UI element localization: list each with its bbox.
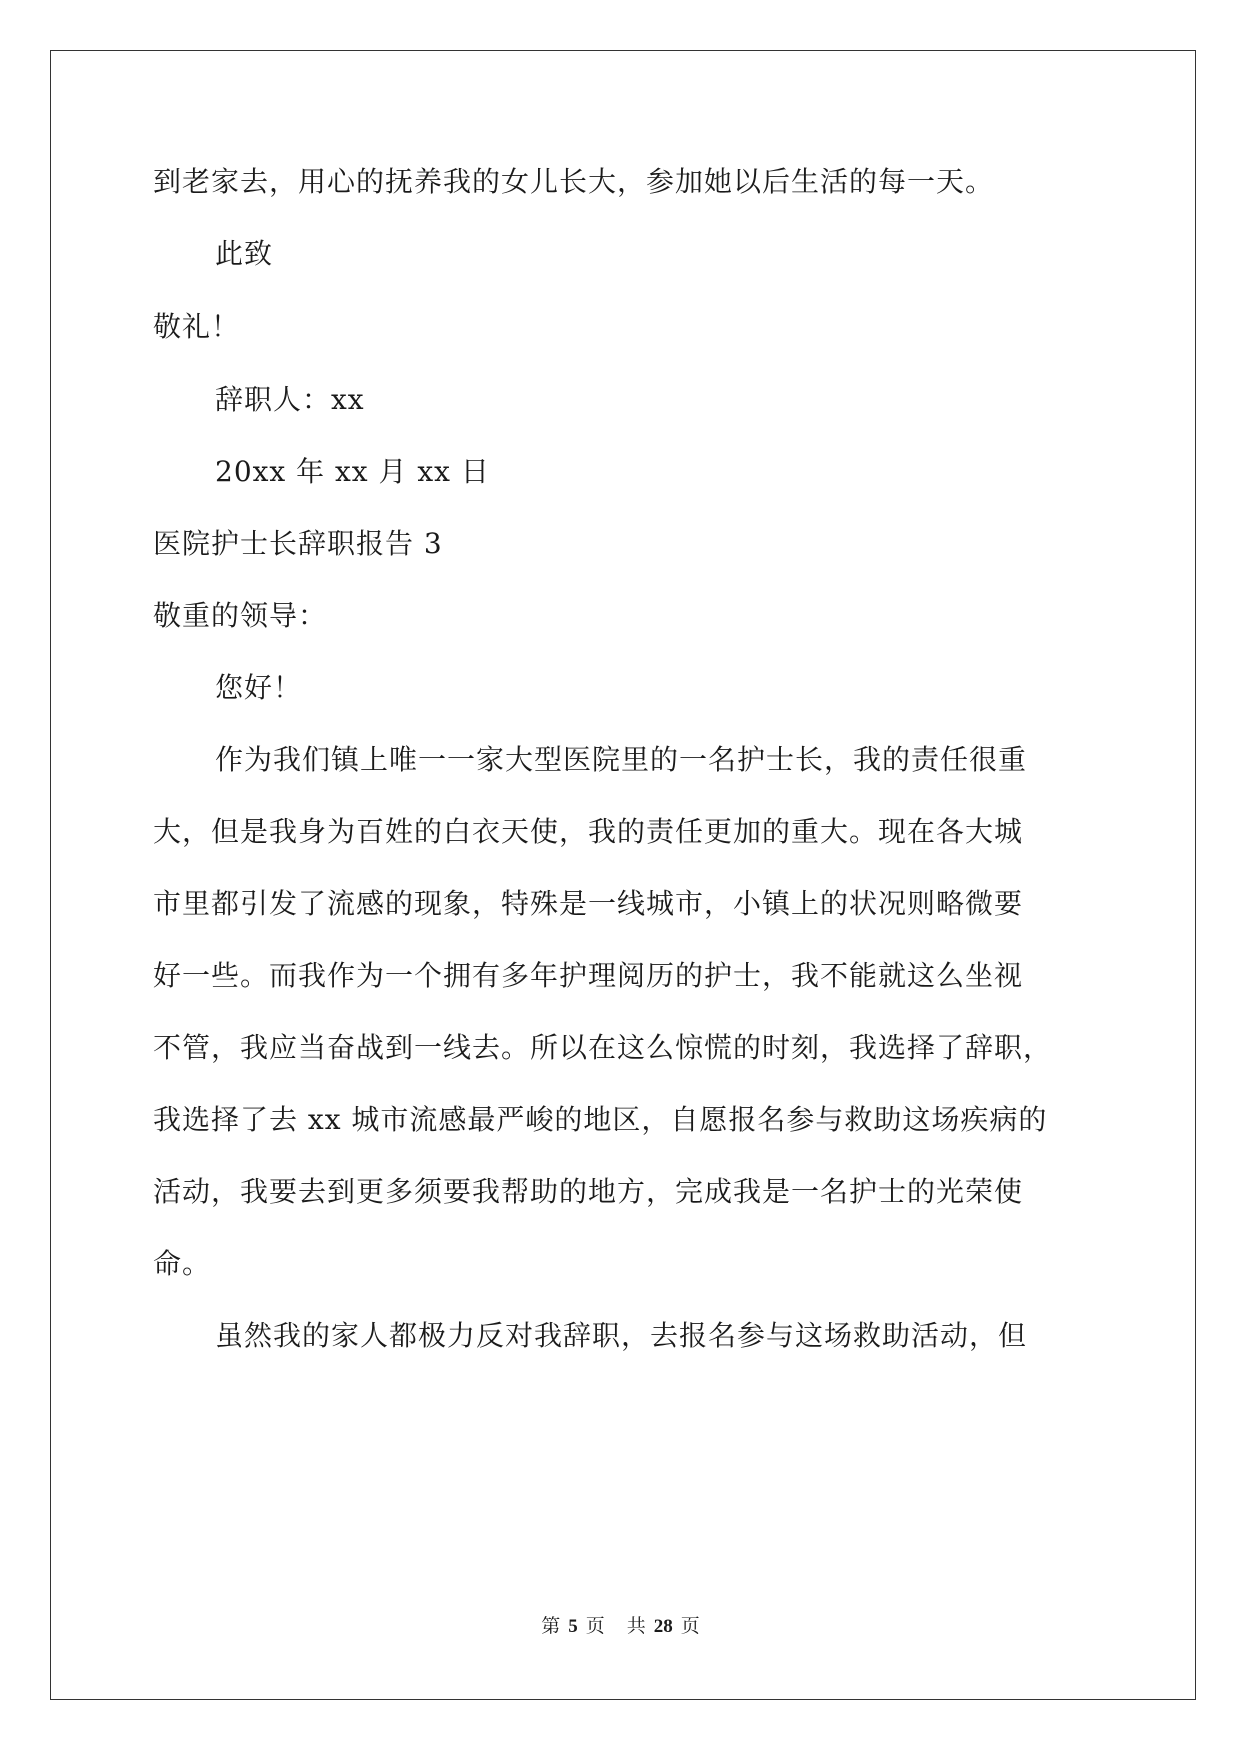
paragraph-line: 不管，我应当奋战到一线去。所以在这么惊慌的时刻，我选择了辞职， [153,1031,1053,1064]
page-unit: 页 [585,1615,605,1637]
page-total: 28 [653,1616,673,1637]
paragraph-line: 我选择了去 xx 城市流感最严峻的地区，自愿报名参与救助这场疾病的 [153,1103,1048,1136]
closing-regards: 敬礼！ [153,310,241,343]
page-footer [0,1611,1241,1638]
paragraph-line: 作为我们镇上唯一一家大型医院里的一名护士长，我的责任很重 [215,743,1028,776]
signature-line: 辞职人：xx [215,383,365,416]
paragraph-line: 到老家去，用心的抚养我的女儿长大，参加她以后生活的每一天。 [153,165,995,198]
paragraph-line: 命。 [153,1247,212,1280]
paragraph-line: 大，但是我身为百姓的白衣天使，我的责任更加的重大。现在各大城 [153,815,1024,848]
paragraph-line: 好一些。而我作为一个拥有多年护理阅历的护士，我不能就这么坐视 [153,959,1024,992]
paragraph-line: 活动，我要去到更多须要我帮助的地方，完成我是一名护士的光荣使 [153,1175,1024,1208]
total-unit: 页 [680,1615,700,1637]
paragraph-line: 虽然我的家人都极力反对我辞职，去报名参与这场救助活动，但 [215,1319,1028,1352]
page-prefix: 第 [541,1615,561,1637]
greeting: 您好！ [215,671,303,704]
page-border [50,50,1196,1700]
paragraph-line: 市里都引发了流感的现象，特殊是一线城市，小镇上的状况则略微要 [153,887,1024,920]
closing-salutation: 此致 [215,237,274,270]
greeting-recipient: 敬重的领导： [153,599,328,632]
total-prefix: 共 [626,1615,646,1637]
total-indicator [623,1615,704,1637]
page-current: 5 [568,1616,578,1637]
date-line: 20xx 年 xx 月 xx 日 [215,455,490,488]
section-title: 医院护士长辞职报告 3 [153,527,443,560]
page-indicator [537,1615,609,1637]
